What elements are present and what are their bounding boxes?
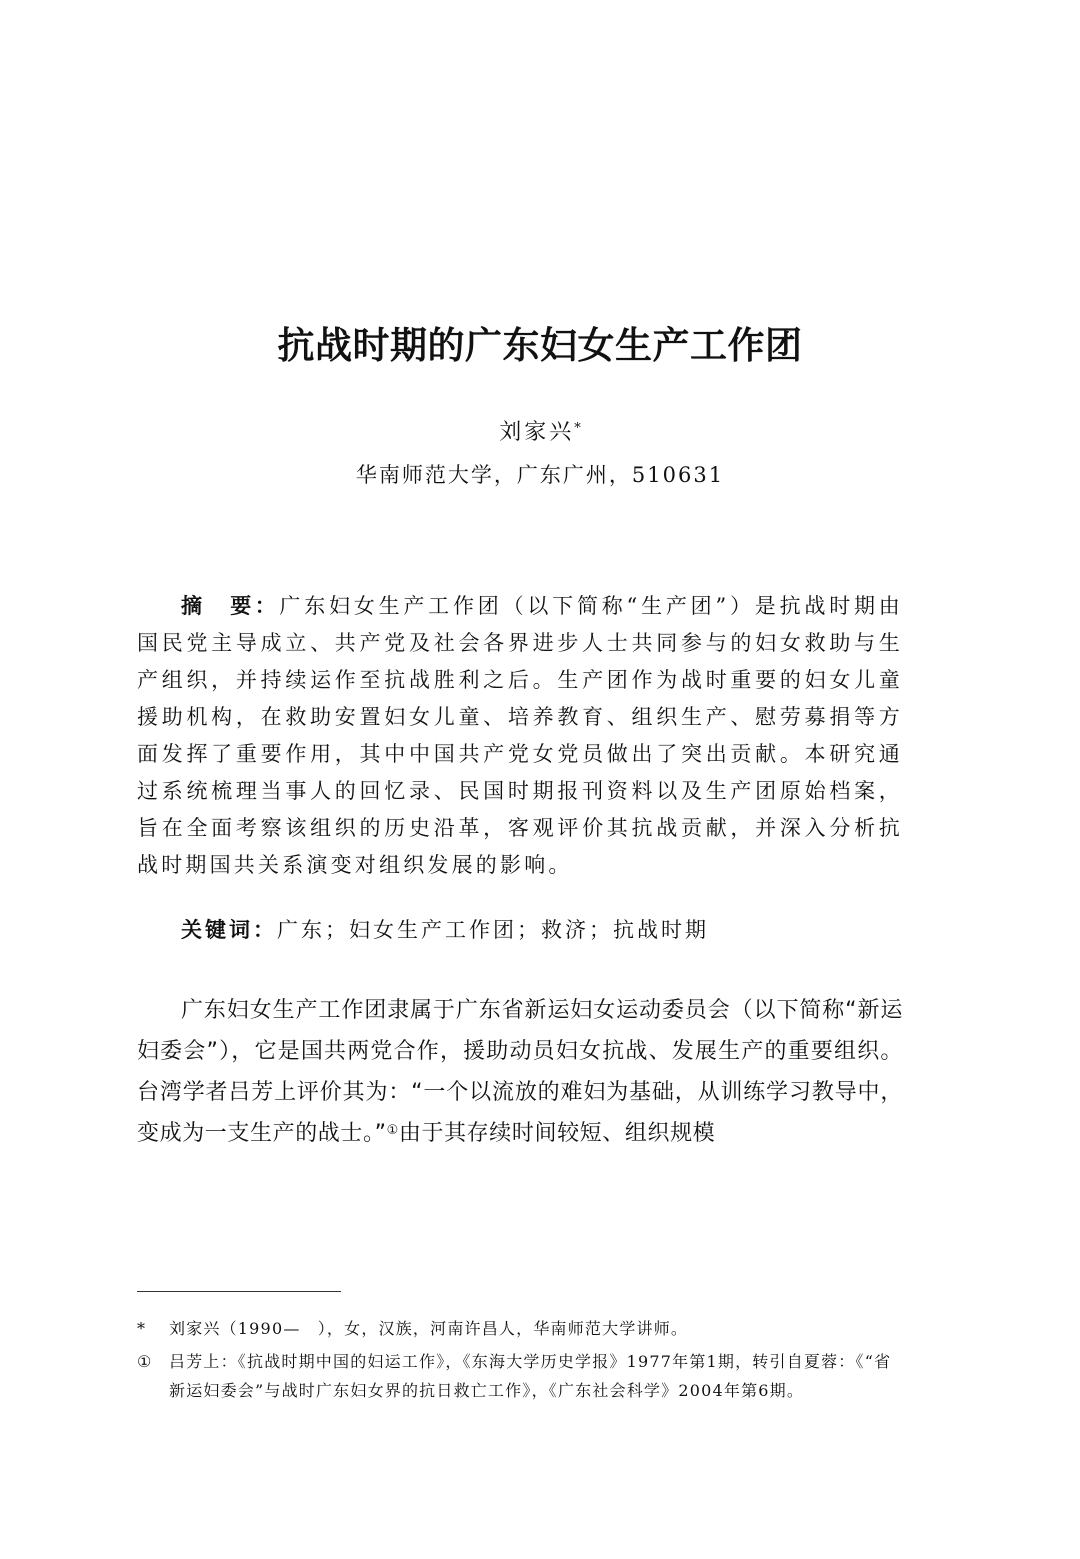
keywords-text: 广东；妇女生产工作团；救济；抗战时期 (277, 918, 709, 942)
keywords-label: 关键词： (181, 918, 277, 942)
abstract-paragraph (137, 588, 903, 884)
abstract (137, 588, 903, 884)
body-text-before-note: 广东妇女生产工作团隶属于广东省新运妇女运动委员会（以下简称“新运妇委会”），它是国共两党合作，援助动员妇女抗战、发展生产的重要组织。台湾学者吕芳上评价其为：“一个以流放的难妇为基础，从训练学习教导中，变成为一支生产的战士。” (137, 998, 903, 1146)
footnote-ref-1[interactable]: ① (386, 1123, 399, 1138)
body-text (137, 990, 903, 1154)
abstract-text: 广东妇女生产工作团（以下简称“生产团”）是抗战时期由国民党主导成立、共产党及社会各界进步人士共同参与的妇女救助与生产组织，并持续运作至抗战胜利之后。生产团作为战时重要的妇女儿童援助机构，在救助安置妇女儿童、培养教育、组织生产、慰劳募捐等方面发挥了重要作用，其中中国共产党女党员做出了突出贡献。本研究通过系统梳理当事人的回忆录、民国时期报刊资料以及生产团原始档案，旨在全面考察该组织的历史沿革，客观评价其抗战贡献，并深入分析抗战时期国共关系演变对组织发展的影响。 (137, 594, 903, 877)
author-line (0, 418, 1080, 448)
footnote-text: 吕芳上：《抗战时期中国的妇运工作》，《东海大学历史学报》1977年第1期，转引自夏蓉：《“省新运妇委会”与战时广东妇女界的抗日救亡工作》，《广东社会科学》2004年第6期。 (169, 1352, 892, 1400)
footnotes (137, 1314, 903, 1409)
body-paragraph (137, 990, 903, 1154)
footnote-mark: * (137, 1319, 147, 1338)
abstract-label: 摘 要： (181, 594, 280, 618)
body-text-after-note: 由于其存续时间较短、组织规模 (398, 1121, 716, 1146)
author-affiliation: 华南师范大学，广东广州，510631 (355, 463, 725, 487)
author-name: 刘家兴 (499, 420, 575, 445)
footnote-divider (137, 1291, 341, 1292)
footnote-mark: ① (137, 1352, 153, 1371)
author-footnote-marker[interactable]: * (574, 421, 581, 436)
page-title: 抗战时期的广东妇女生产工作团 (277, 324, 803, 367)
keywords (181, 912, 709, 949)
footnote-item (137, 1347, 903, 1405)
footnote-item (137, 1314, 903, 1343)
footnote-text: 刘家兴（1990— ），女，汉族，河南许昌人，华南师范大学讲师。 (169, 1319, 689, 1338)
